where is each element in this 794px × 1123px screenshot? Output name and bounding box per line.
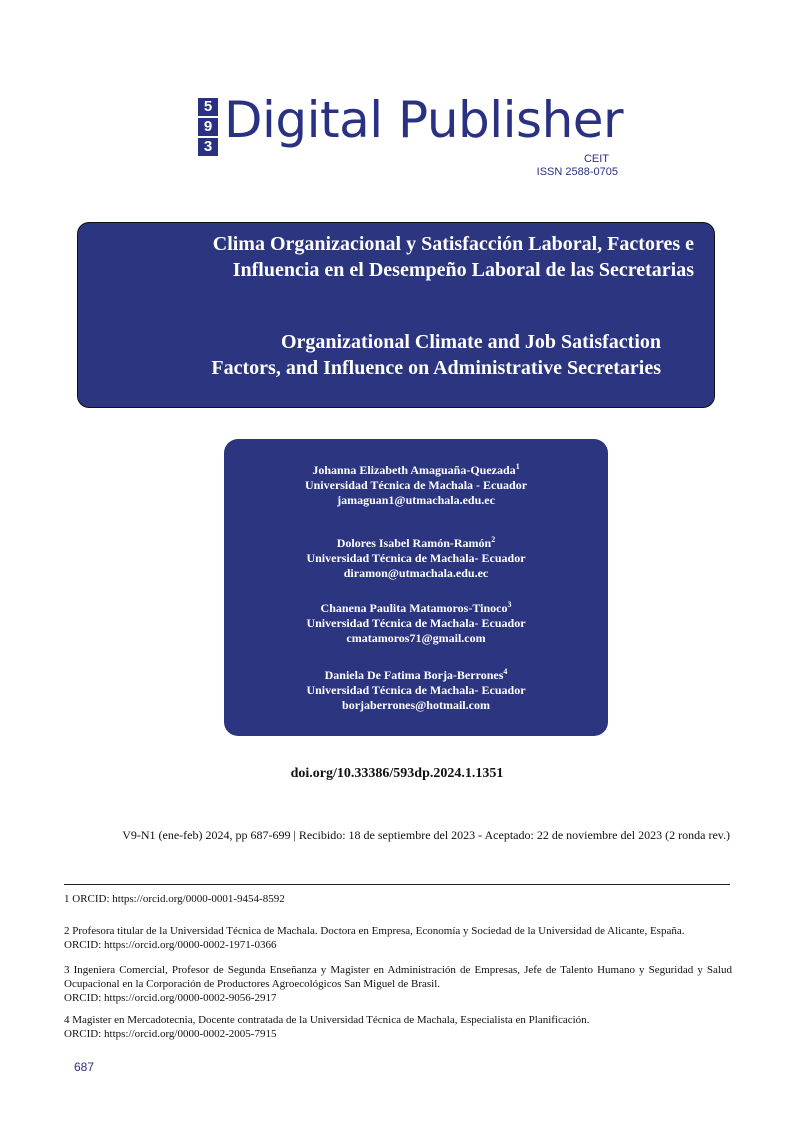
author-affiliation: Universidad Técnica de Machala- Ecuador <box>306 616 526 630</box>
footnote-marker: 4 <box>503 667 508 676</box>
author-name: Daniela De Fatima Borja-Berrones$^4$ <box>324 667 508 682</box>
title-box <box>77 222 715 408</box>
author-email[interactable]: borjaberrones@hotmail.com <box>342 698 490 712</box>
logo-ceit: CEIT <box>583 153 609 165</box>
logo-issn: ISSN 2588-0705 <box>536 166 618 178</box>
author-block <box>224 601 608 646</box>
logo-digit: 3 <box>198 138 218 156</box>
journal-logo <box>198 91 624 186</box>
author-affiliation: Universidad Técnica de Machala- Ecuador <box>306 683 526 697</box>
logo-digit: 9 <box>198 118 218 136</box>
logo-digit-stack <box>198 98 218 158</box>
footnote-3 <box>64 963 732 1005</box>
footnote-text: 3 Ingeniera Comercial, Profesor de Segunda Enseñanza y Magister en Administración de Empresas, Jefe de Talento Humano y Seguridad y Salud Ocupacional en la Corporación de Productores Agroecológicos San Miguel de Brasil. <box>64 964 732 990</box>
footnote-orcid[interactable]: ORCID: https://orcid.org/0000-0002-2005-7915 <box>64 1028 277 1040</box>
footnote-text: 4 Magister en Mercadotecnia, Docente contratada de la Universidad Técnica de Machala, Especialista en Planificación. <box>64 1014 590 1026</box>
author-name: Dolores Isabel Ramón-Ramón$^2$ <box>336 535 496 550</box>
footnote-4 <box>64 1013 732 1041</box>
article-metadata: V9-N1 (ene-feb) 2024, pp 687-699 | Recibido: 18 de septiembre del 2023 - Aceptado: 22 de noviembre del 2023 (2 ronda rev.) <box>122 828 730 842</box>
author-name: Chanena Paulita Matamoros-Tinoco$^3$ <box>320 600 512 615</box>
title-spanish-line-1: Clima Organizacional y Satisfacción Laboral, Factores e <box>212 233 694 255</box>
footnote-text: 2 Profesora titular de la Universidad Técnica de Machala. Doctora en Empresa, Economía y Sociedad de la Universidad de Alicante, España. <box>64 925 685 937</box>
author-block <box>224 463 608 508</box>
doi-link[interactable]: doi.org/10.33386/593dp.2024.1.1351 <box>290 766 504 781</box>
author-email[interactable]: jamaguan1@utmachala.edu.ec <box>337 493 495 507</box>
page-number: 687 <box>74 1060 95 1074</box>
footnote-orcid[interactable]: ORCID: https://orcid.org/0000-0002-9056-2917 <box>64 992 277 1004</box>
author-affiliation: Universidad Técnica de Machala - Ecuador <box>304 478 528 492</box>
footnote-divider <box>64 884 730 885</box>
footnote-2 <box>64 924 732 952</box>
authors-box <box>224 439 608 736</box>
footnote-orcid[interactable]: 1 ORCID: https://orcid.org/0000-0001-9454-8592 <box>64 893 285 905</box>
logo-wordmark: Digital Publisher <box>224 91 624 149</box>
author-block <box>224 536 608 581</box>
footnote-orcid[interactable]: ORCID: https://orcid.org/0000-0002-1971-0366 <box>64 939 277 951</box>
footnote-marker: 2 <box>491 535 496 544</box>
footnote-1 <box>64 892 732 906</box>
author-name: Johanna Elizabeth Amaguaña-Quezada$^1$ <box>312 462 520 477</box>
author-email[interactable]: diramon@utmachala.edu.ec <box>343 566 489 580</box>
footnote-marker: 3 <box>507 600 512 609</box>
author-block <box>224 668 608 713</box>
author-email[interactable]: cmatamoros71@gmail.com <box>346 631 486 645</box>
author-affiliation: Universidad Técnica de Machala- Ecuador <box>306 551 526 565</box>
title-english-line-1: Organizational Climate and Job Satisfaction <box>280 331 661 353</box>
title-english-line-2: Factors, and Influence on Administrative Secretaries <box>211 357 661 379</box>
logo-digit: 5 <box>198 98 218 116</box>
title-spanish-line-2: Influencia en el Desempeño Laboral de las Secretarias <box>232 259 694 281</box>
footnote-marker: 1 <box>515 462 520 471</box>
